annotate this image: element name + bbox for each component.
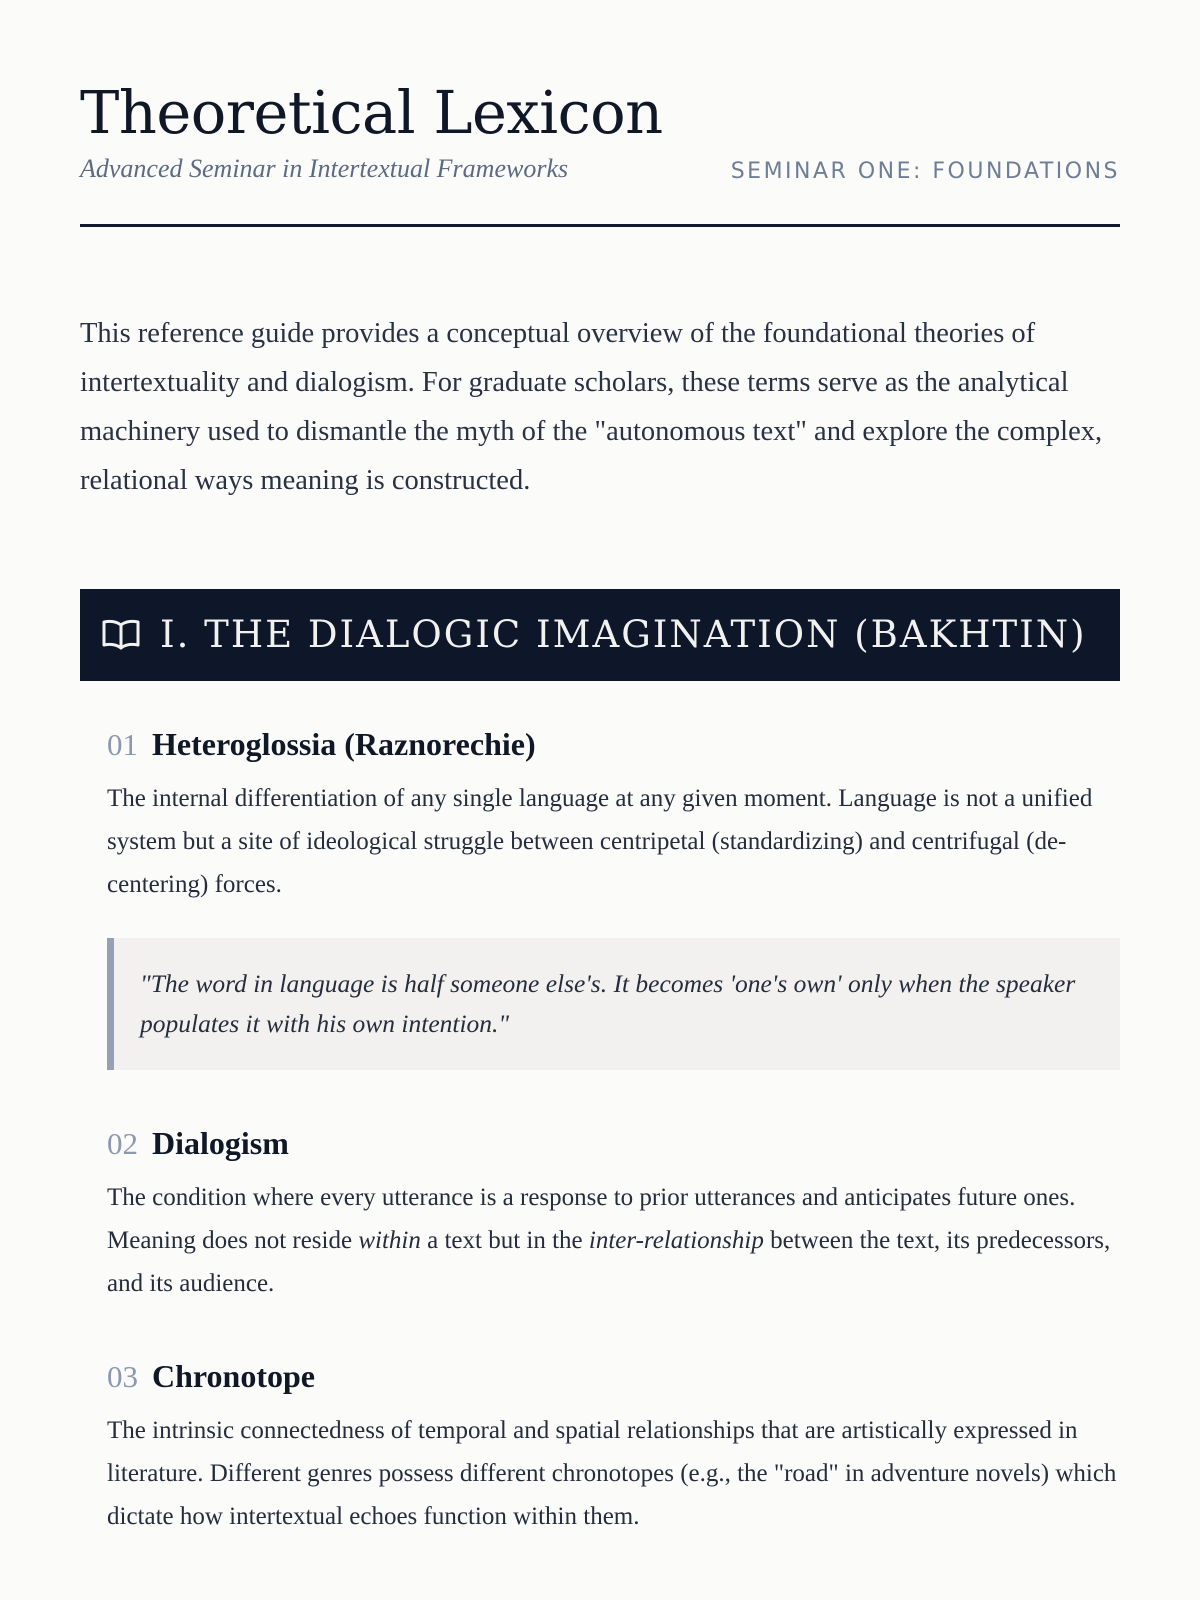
term-list (80, 726, 1120, 1538)
term-number: 03 (107, 1358, 138, 1394)
term-name: Dialogism (152, 1124, 289, 1161)
term-name: Chronotope (152, 1357, 315, 1394)
open-book-icon (102, 618, 140, 652)
definition-text: between the text, its predecessors, and its audience. (107, 1226, 1111, 1297)
term-heading (107, 1125, 1120, 1162)
term-number: 02 (107, 1125, 138, 1161)
term-entry (107, 1358, 1120, 1538)
term-definition (107, 1176, 1120, 1305)
section-title: I. THE DIALOGIC IMAGINATION (BAKHTIN) (160, 613, 1087, 657)
seminar-label: SEMINAR ONE: FOUNDATIONS (730, 158, 1120, 184)
section-header (80, 589, 1120, 681)
definition-text: a text but in the (420, 1226, 589, 1254)
term-entry (107, 1125, 1120, 1305)
term-definition: The internal differentiation of any single language at any given moment. Language is not a unified system but a site of ideological struggle between centripetal (standardizing) and centrifugal (de-centering) forces. (107, 784, 1093, 898)
intro-paragraph: This reference guide provides a conceptual overview of the foundational theories of intertextuality and dialogism. For graduate scholars, these terms serve as the analytical machinery used to dismantle the myth of the "autonomous text" and explore the complex, relational ways meaning is constructed. (80, 317, 1103, 496)
term-name: Heteroglossia (Raznorechie) (152, 725, 536, 762)
term-number: 01 (107, 726, 138, 762)
masthead (80, 0, 1120, 227)
emphasis-within: within (358, 1226, 421, 1254)
masthead-row (80, 154, 1120, 184)
page-title: Theoretical Lexicon (80, 78, 663, 147)
term-heading (107, 1358, 1120, 1395)
emphasis-inter-relationship: inter-relationship (588, 1226, 764, 1254)
term-entry (107, 726, 1120, 1070)
term-quote: "The word in language is half someone else's. It becomes 'one's own' only when the speaker populates it with his own intention." (107, 938, 1120, 1070)
definition-text: The condition where every utterance is a response to prior utterances and anticipates future ones. Meaning does not reside (107, 1183, 1076, 1254)
page-subtitle: Advanced Seminar in Intertextual Frameworks (80, 153, 569, 183)
header-divider (80, 224, 1120, 227)
term-heading (107, 726, 1120, 763)
term-definition: The intrinsic connectedness of temporal and spatial relationships that are artistically expressed in literature. Different genres possess different chronotopes (e.g., the "road" in adventure novels) which dictate how intertextual echoes function within them. (107, 1416, 1117, 1530)
